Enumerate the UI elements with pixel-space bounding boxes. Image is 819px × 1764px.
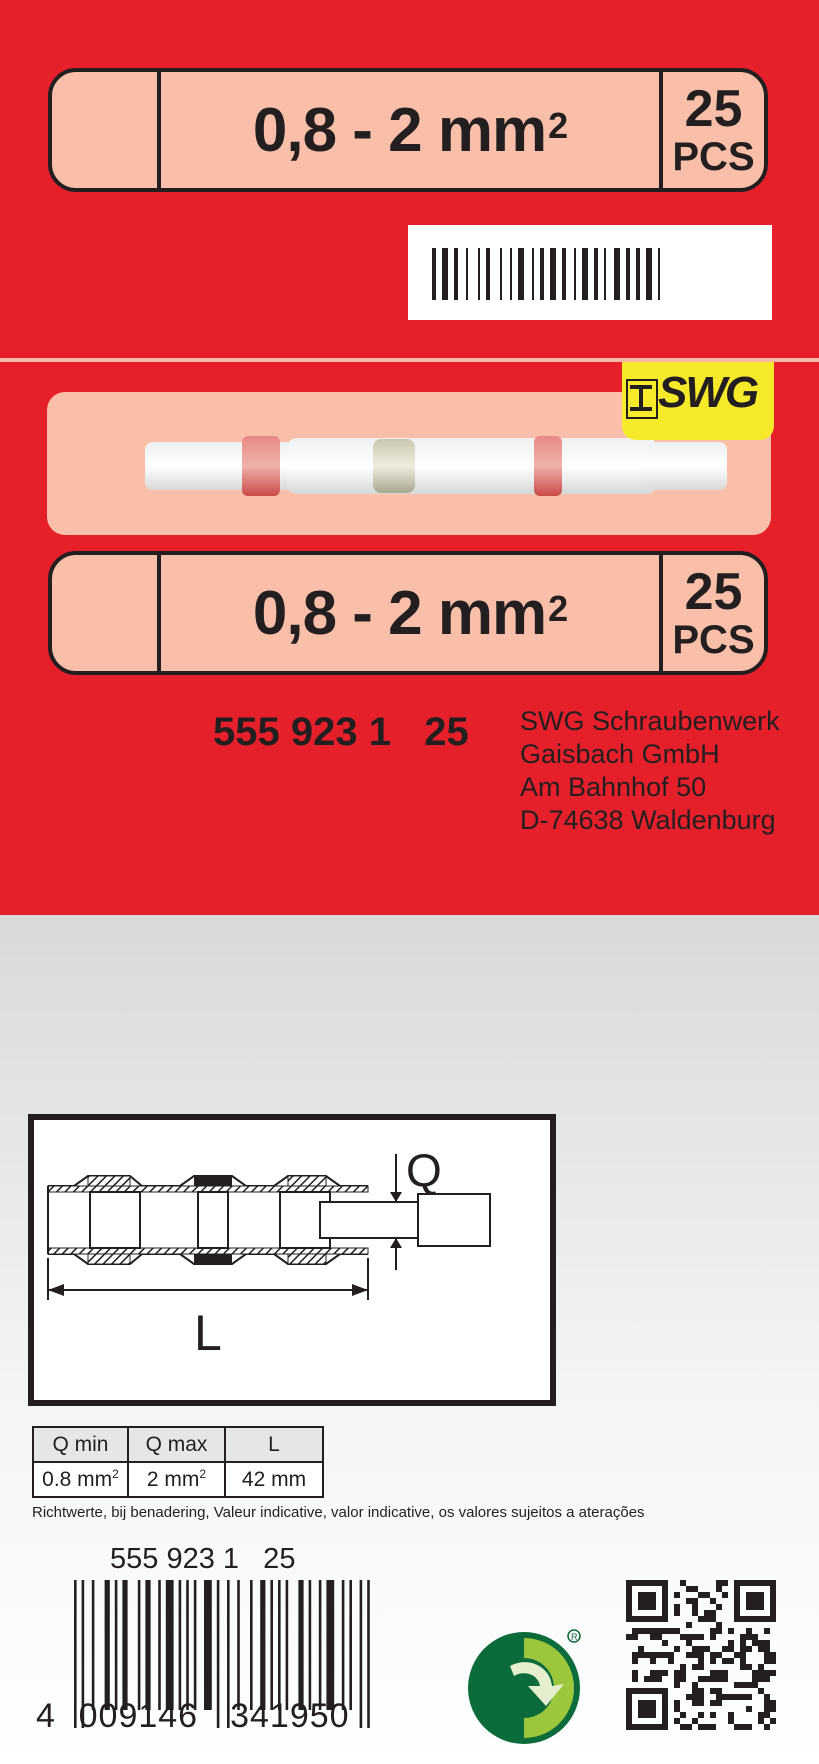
l-dimension-label: L [194,1305,222,1361]
ean-left-digits: 009146 [78,1697,199,1735]
ean-first-digit: 4 [36,1697,55,1735]
svg-text:R: R [571,1632,578,1642]
sleeve-cross-section [34,1120,550,1400]
quantity [663,563,764,663]
quantity-unit: PCS [672,135,755,179]
table-header-cell: Q min [33,1427,128,1462]
size-range-text: 0,8 - 2 mm [252,95,547,165]
address-line: SWG Schraubenwerk [520,706,780,736]
size-superscript: 2 [548,105,568,146]
table-row [33,1462,323,1497]
quantity-number: 25 [684,563,743,621]
table-cell-value: 42 mm [241,1467,307,1491]
ean-right-digits: 341950 [230,1697,350,1735]
table-cell [128,1462,225,1497]
barcode-article-text: 555 923 1 25 [110,1543,296,1575]
table-cell-value: 2 mm [146,1468,200,1491]
size-spec [161,555,659,671]
article-number: 555 923 1 25 [213,710,469,754]
brand-mark-icon [626,379,658,419]
green-dot-icon [466,1626,586,1746]
brand-name: SWG [658,368,758,417]
table-cell-superscript: 2 [199,1467,207,1481]
qr-code [626,1580,776,1730]
small-barcode [408,225,772,320]
disclaimer-text: Richtwerte, bij benadering, Valeur indicative, valor indicative, os valores sujeitos a aterações [32,1504,645,1521]
table-cell-superscript: 2 [112,1467,119,1481]
brand-logo [622,362,774,440]
quantity [663,80,764,180]
ean-digits [36,1697,352,1736]
manufacturer-address [520,705,780,837]
address-line: D-74638 Waldenburg [520,805,776,835]
table-cell [33,1462,128,1497]
size-box-middle [48,551,768,675]
table-header-cell: Q max [128,1427,225,1462]
spec-table [32,1426,324,1498]
address-line: Am Bahnhof 50 [520,772,707,802]
table-cell [225,1462,323,1497]
size-spec [161,72,659,188]
size-box-top [48,68,768,192]
q-dimension-label: Q [406,1144,442,1196]
size-superscript: 2 [548,588,568,629]
quantity-unit: PCS [672,618,755,662]
technical-drawing [28,1114,556,1406]
table-cell-value: 0.8 mm [42,1468,113,1491]
quantity-number: 25 [684,80,743,138]
address-line: Gaisbach GmbH [520,739,720,769]
table-header-row [33,1427,323,1462]
size-range-text: 0,8 - 2 mm [252,578,547,648]
table-header-cell: L [225,1427,323,1462]
small-barcode-bars [408,225,772,320]
